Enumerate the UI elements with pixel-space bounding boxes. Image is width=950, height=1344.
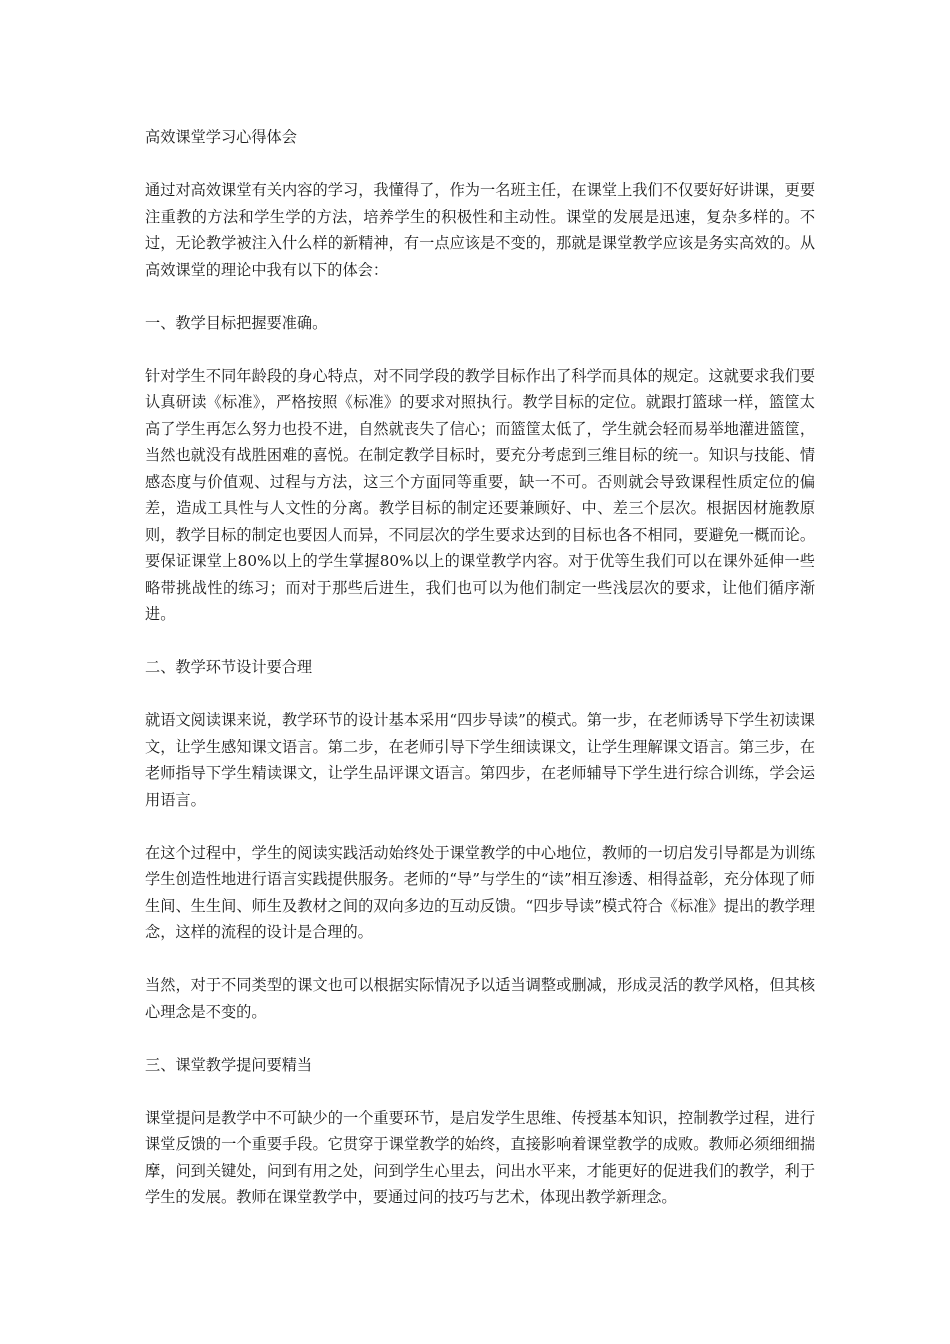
- section-2-paragraph-1: 就语文阅读课来说，教学环节的设计基本采用“四步导读”的模式。第一步，在老师诱导下学生初读课文，让学生感知课文语言。第二步，在老师引导下学生细读课文，让学生理解课文语言。第三步，在老师指导下学生精读课文，让学生品评课文语言。第四步，在老师辅导下学生进行综合训练，学会运用语言。: [145, 711, 815, 809]
- document-title: 高效课堂学习心得体会: [145, 128, 297, 146]
- intro-paragraph: 通过对高效课堂有关内容的学习，我懂得了，作为一名班主任，在课堂上我们不仅要好好讲课，更要注重教的方法和学生学的方法，培养学生的积极性和主动性。课堂的发展是迅速，复杂多样的。不过，无论教学被注入什么样的新精神，有一点应该是不变的，那就是课堂教学应该是务实高效的。从高效课堂的理论中我有以下的体会：: [145, 181, 815, 279]
- section-1-paragraph-1: 针对学生不同年龄段的身心特点，对不同学段的教学目标作出了科学而具体的规定。这就要求我们要认真研读《标准》，严格按照《标准》的要求对照执行。教学目标的定位。就跟打篮球一样，篮筐太高了学生再怎么努力也投不进，自然就丧失了信心；而篮筐太低了，学生就会轻而易举地灌进篮筐，当然也就没有战胜困难的喜悦。在制定教学目标时，要充分考虑到三维目标的统一。知识与技能、情感态度与价值观、过程与方法，这三个方面同等重要，缺一不可。否则就会导致课程性质定位的偏差，造成工具性与人文性的分离。教学目标的制定还要兼顾好、中、差三个层次。根据因材施教原则，教学目标的制定也要因人而异，不同层次的学生要求达到的目标也各不相同，要避免一概而论。要保证课堂上80%以上的学生掌握80%以上的课堂教学内容。对于优等生我们可以在课外延伸一些略带挑战性的练习；而对于那些后进生，我们也可以为他们制定一些浅层次的要求，让他们循序渐进。: [145, 366, 815, 623]
- section-2-paragraph-3: 当然，对于不同类型的课文也可以根据实际情况予以适当调整或删减，形成灵活的教学风格，但其核心理念是不变的。: [145, 976, 815, 1021]
- section-heading-3: 三、课堂教学提问要精当: [145, 1055, 313, 1074]
- section-heading-2: 二、教学环节设计要合理: [145, 658, 313, 676]
- section-2-paragraph-2: 在这个过程中，学生的阅读实践活动始终处于课堂教学的中心地位，教师的一切启发引导都是为训练学生创造性地进行语言实践提供服务。老师的“导”与学生的“读”相互渗透、相得益彰，充分体现了师生间、生生间、师生及教材之间的双向多边的互动反馈。“四步导读”模式符合《标准》提出的教学理念，这样的流程的设计是合理的。: [145, 843, 815, 941]
- section-3-paragraph-1: 课堂提问是教学中不可缺少的一个重要环节，是启发学生思维、传授基本知识，控制教学过程，进行课堂反馈的一个重要手段。它贯穿于课堂教学的始终，直接影响着课堂教学的成败。教师必须细细揣摩，问到关键处，问到有用之处，问到学生心里去，问出水平来，才能更好的促进我们的教学，利于学生的发展。教师在课堂教学中，要通过问的技巧与艺术，体现出教学新理念。: [145, 1108, 815, 1206]
- document-body: [145, 124, 815, 1237]
- section-heading-1: 一、教学目标把握要准确。: [145, 313, 328, 332]
